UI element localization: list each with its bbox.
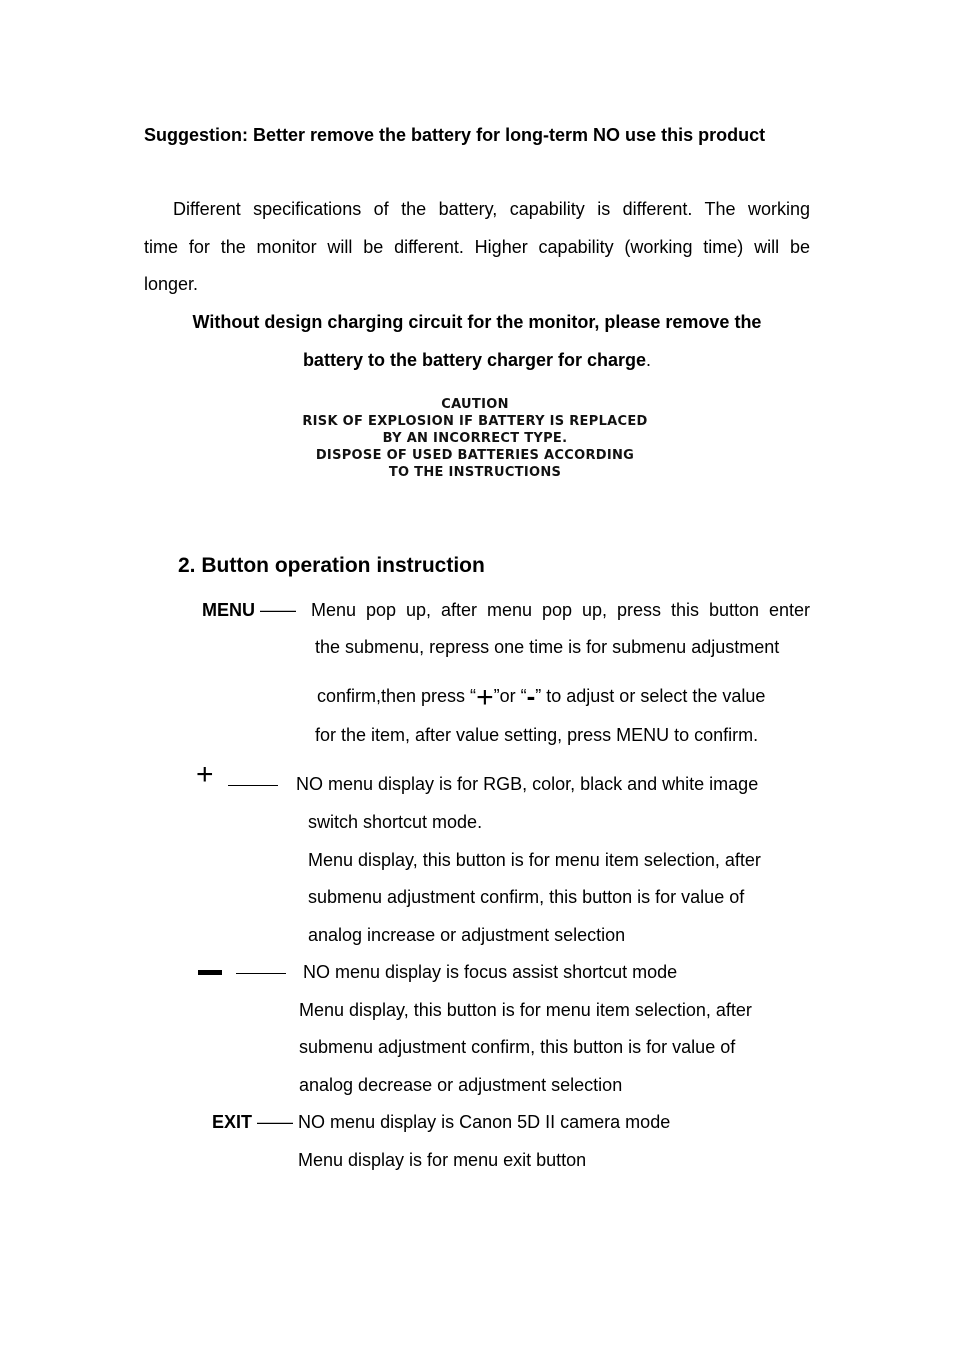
notice-line: Without design charging circuit for the monitor, please remove the (192, 312, 762, 332)
menu-line: Menu pop up, after menu pop up, press this button enter (311, 600, 810, 620)
menu-text: ” to adjust or select the value (535, 686, 766, 706)
plus-line: switch shortcut mode. (308, 812, 483, 832)
minus-icon: - (526, 681, 536, 711)
menu-row (202, 599, 296, 621)
minus-button-icon (198, 970, 222, 975)
menu-line: for the item, after value setting, press MENU to confirm. (315, 725, 759, 745)
menu-text: ”or “ (493, 686, 527, 706)
exit-dash: —— (257, 1112, 294, 1132)
caution-title: CAUTION (441, 397, 509, 412)
exit-line: NO menu display is Canon 5D II camera mode (298, 1112, 671, 1132)
minus-line: Menu display, this button is for menu item selection, after (299, 1000, 752, 1020)
paragraph-line: longer. (144, 274, 199, 294)
plus-icon: + (476, 681, 494, 714)
menu-line: the submenu, repress one time is for submenu adjustment (315, 637, 780, 657)
notice-period: . (646, 350, 652, 370)
section-title: 2. Button operation instruction (178, 554, 485, 577)
plus-line: analog increase or adjustment selection (308, 925, 626, 945)
caution-line: DISPOSE OF USED BATTERIES ACCORDING (315, 448, 635, 463)
caution-line: TO THE INSTRUCTIONS (388, 465, 562, 480)
minus-line: submenu adjustment confirm, this button is for value of (299, 1037, 736, 1057)
minus-line: analog decrease or adjustment selection (299, 1075, 623, 1095)
minus-line: NO menu display is focus assist shortcut mode (303, 962, 678, 982)
exit-line: Menu display is for menu exit button (298, 1150, 587, 1170)
notice-text: battery to the battery charger for charge (302, 350, 647, 370)
exit-row (212, 1111, 670, 1133)
plus-line: NO menu display is for RGB, color, black and white image (296, 774, 759, 794)
plus-line: submenu adjustment confirm, this button is for value of (308, 887, 745, 907)
plus-button-icon: + (196, 758, 214, 791)
menu-text: confirm,then press “ (317, 686, 477, 706)
notice-line (144, 349, 810, 371)
paragraph-line: time for the monitor will be different. Higher capability (working time) will be (144, 237, 810, 257)
dash-line (236, 973, 286, 974)
exit-label: EXIT (212, 1112, 253, 1132)
menu-label: MENU (202, 600, 255, 620)
paragraph-line: Different specifications of the battery, capability is different. The working (173, 199, 810, 219)
dash-line (228, 785, 278, 786)
plus-line: Menu display, this button is for menu item selection, after (308, 850, 761, 870)
caution-line: RISK OF EXPLOSION IF BATTERY IS REPLACED (302, 414, 648, 429)
caution-label (280, 396, 670, 481)
menu-dash: —— (260, 600, 297, 620)
menu-line (317, 681, 766, 714)
caution-line: BY AN INCORRECT TYPE. (382, 431, 568, 446)
suggestion-text: Suggestion: Better remove the battery for long-term NO use this product (144, 125, 766, 145)
